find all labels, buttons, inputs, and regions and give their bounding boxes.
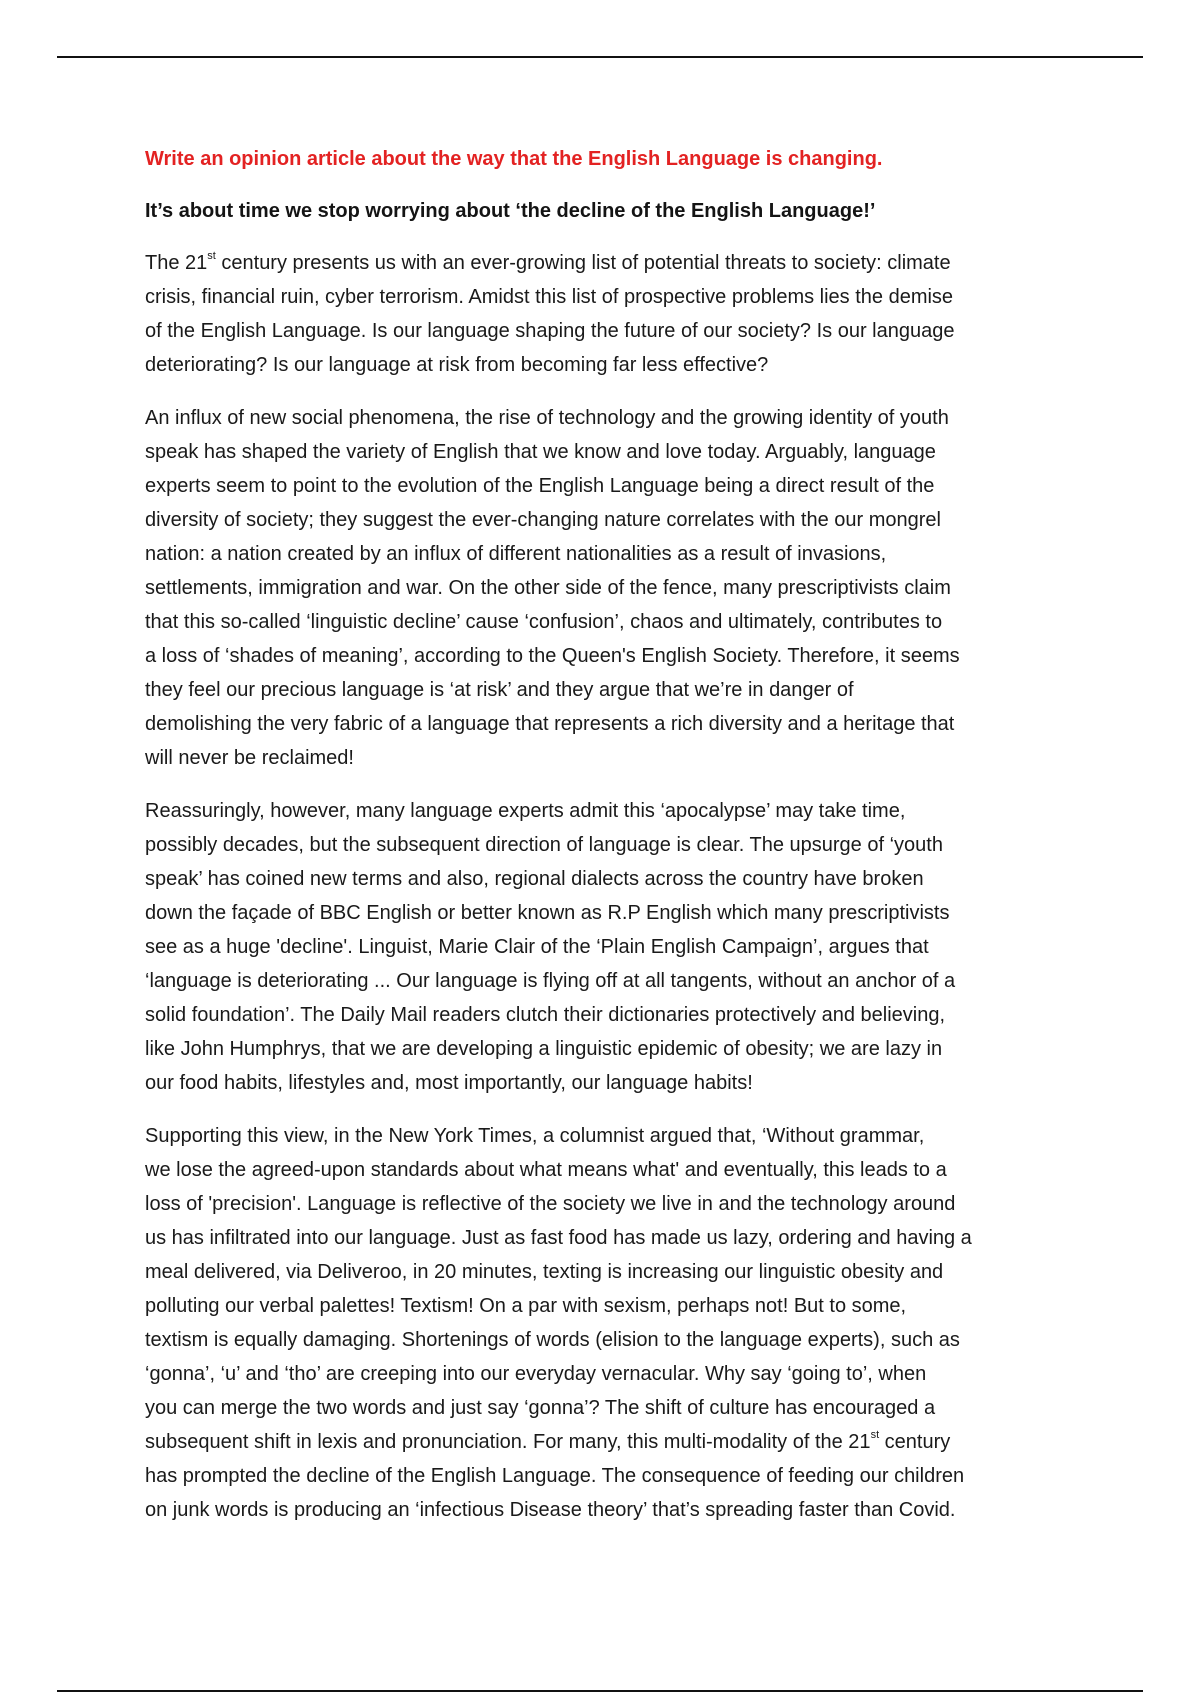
paragraph-line: settlements, immigration and war. On the other side of the fence, many prescriptivists claim	[145, 577, 951, 599]
paragraph-line: textism is equally damaging. Shortenings of words (elision to the language experts), such as	[145, 1329, 960, 1351]
paragraph-line: you can merge the two words and just say ‘gonna’? The shift of culture has encouraged a	[145, 1397, 936, 1419]
line-text: subsequent shift in lexis and pronunciation. For many, this multi-modality of the 21	[145, 1431, 871, 1453]
article-headline: It’s about time we stop worrying about ‘the decline of the English Language!’	[145, 200, 876, 222]
paragraph-line: nation: a nation created by an influx of different nationalities as a result of invasions,	[145, 543, 887, 565]
article-paragraph	[145, 246, 1060, 382]
paragraph-line: meal delivered, via Deliveroo, in 20 minutes, texting is increasing our linguistic obesity and	[145, 1261, 944, 1283]
paragraph-line: us has infiltrated into our language. Just as fast food has made us lazy, ordering and having a	[145, 1227, 972, 1249]
paragraph-line: they feel our precious language is ‘at risk’ and they argue that we’re in danger of	[145, 679, 854, 701]
paragraph-line: solid foundation’. The Daily Mail readers clutch their dictionaries protectively and believing,	[145, 1004, 946, 1026]
paragraph-line: on junk words is producing an ‘infectious Disease theory’ that’s spreading faster than Covid.	[145, 1499, 956, 1521]
article-paragraphs	[145, 246, 1060, 1527]
paragraph-line: demolishing the very fabric of a language that represents a rich diversity and a heritage that	[145, 713, 955, 735]
paragraph-line: speak’ has coined new terms and also, regional dialects across the country have broken	[145, 868, 924, 890]
paragraph-line: experts seem to point to the evolution of the English Language being a direct result of the	[145, 475, 935, 497]
paragraph-line: speak has shaped the variety of English that we know and love today. Arguably, language	[145, 441, 936, 463]
paragraph-line: will never be reclaimed!	[145, 747, 354, 769]
assignment-prompt: Write an opinion article about the way that the English Language is changing.	[145, 148, 883, 170]
paragraph-line: has prompted the decline of the English Language. The consequence of feeding our children	[145, 1465, 965, 1487]
paragraph-line: our food habits, lifestyles and, most importantly, our language habits!	[145, 1072, 753, 1094]
article-paragraph	[145, 794, 1060, 1100]
paragraph-line: crisis, financial ruin, cyber terrorism. Amidst this list of prospective problems lies the demise	[145, 286, 954, 308]
paragraph-line: ‘gonna’, ‘u’ and ‘tho’ are creeping into our everyday vernacular. Why say ‘going to’, when	[145, 1363, 927, 1385]
line-text: century	[879, 1431, 951, 1453]
paragraph-line: see as a huge 'decline'. Linguist, Marie Clair of the ‘Plain English Campaign’, argues that	[145, 936, 929, 958]
paragraph-line: down the façade of BBC English or better known as R.P English which many prescriptivists	[145, 902, 950, 924]
paragraph-line: Supporting this view, in the New York Times, a columnist argued that, ‘Without grammar,	[145, 1125, 925, 1147]
paragraph-line: diversity of society; they suggest the ever-changing nature correlates with the our mongrel	[145, 509, 941, 531]
ordinal-superscript: st	[207, 250, 216, 263]
line-text: The 21	[145, 252, 208, 274]
paragraph-line: of the English Language. Is our language shaping the future of our society? Is our language	[145, 320, 955, 342]
article-paragraph	[145, 401, 1060, 775]
paragraph-line: that this so-called ‘linguistic decline’ cause ‘confusion’, chaos and ultimately, contributes to	[145, 611, 943, 633]
paragraph-line	[145, 1425, 1060, 1459]
paragraph-line: deteriorating? Is our language at risk from becoming far less effective?	[145, 354, 769, 376]
top-rule	[57, 56, 1143, 58]
document-body	[145, 142, 1060, 1546]
paragraph-line: a loss of ‘shades of meaning’, according to the Queen's English Society. Therefore, it seems	[145, 645, 960, 667]
ordinal-superscript: st	[870, 1429, 880, 1442]
article-paragraph	[145, 1119, 1060, 1527]
paragraph-line: loss of 'precision'. Language is reflective of the society we live in and the technology around	[145, 1193, 956, 1215]
paragraph-line: An influx of new social phenomena, the rise of technology and the growing identity of youth	[145, 407, 949, 429]
paragraph-line: possibly decades, but the subsequent direction of language is clear. The upsurge of ‘youth	[145, 834, 943, 856]
paragraph-line: like John Humphrys, that we are developing a linguistic epidemic of obesity; we are lazy in	[145, 1038, 943, 1060]
line-text: century presents us with an ever-growing list of potential threats to society: climate	[215, 252, 951, 274]
paragraph-line: we lose the agreed-upon standards about what means what' and eventually, this leads to a	[145, 1159, 947, 1181]
paragraph-line: polluting our verbal palettes! Textism! On a par with sexism, perhaps not! But to some,	[145, 1295, 907, 1317]
paragraph-line	[145, 246, 1060, 280]
bottom-rule	[57, 1690, 1143, 1692]
paragraph-line: ‘language is deteriorating ... Our language is flying off at all tangents, without an anchor of a	[145, 970, 956, 992]
paragraph-line: Reassuringly, however, many language experts admit this ‘apocalypse’ may take time,	[145, 800, 906, 822]
